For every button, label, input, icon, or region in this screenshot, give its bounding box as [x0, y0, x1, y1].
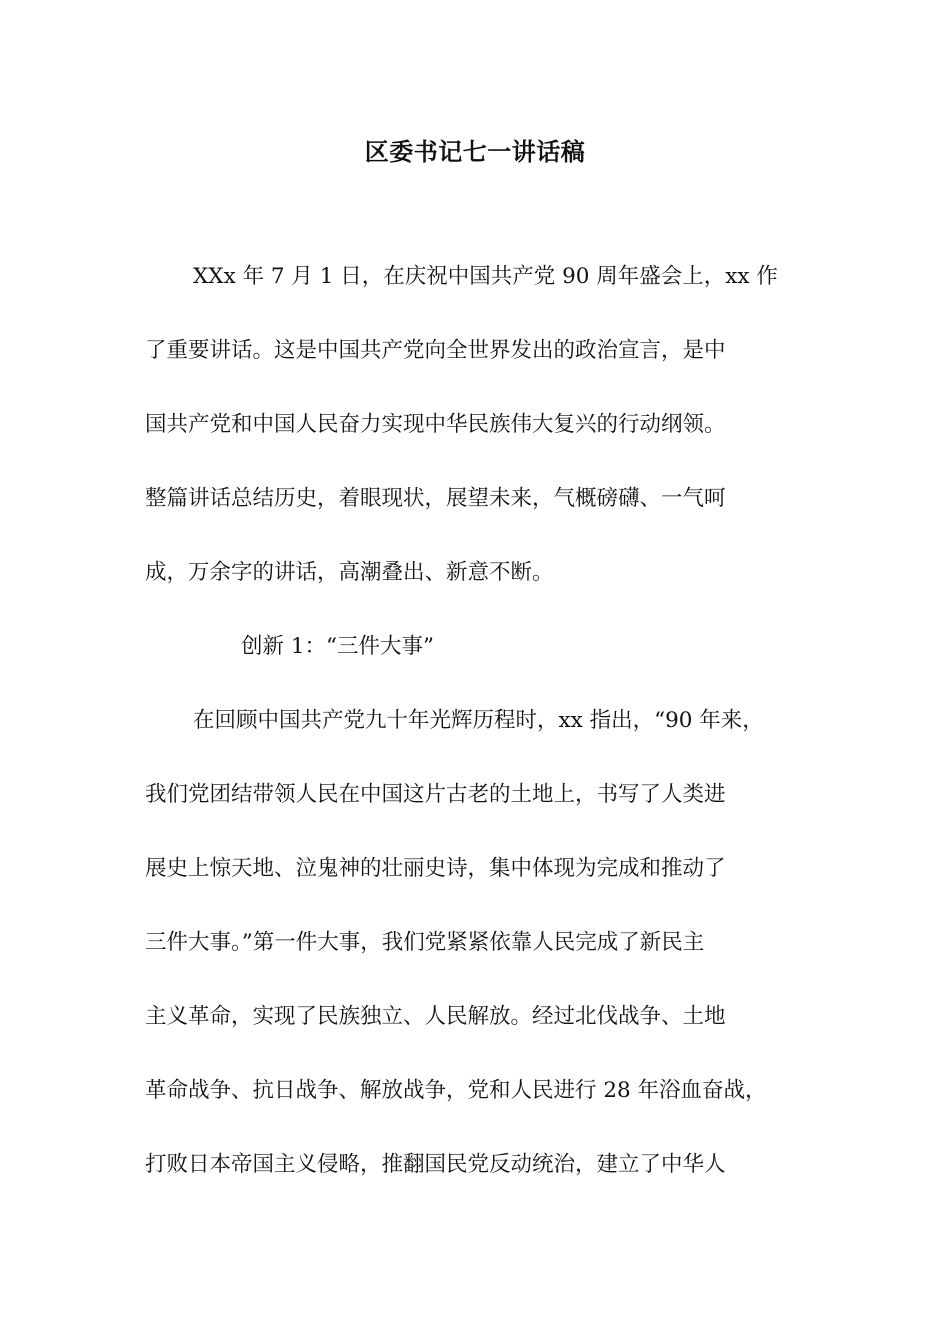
paragraph-line: 成，万余字的讲话，高潮叠出、新意不断。 [145, 560, 554, 585]
paragraph-line: XXx 年 7 月 1 日，在庆祝中国共产党 90 周年盛会上，xx 作 [193, 264, 778, 289]
paragraph-line: 展史上惊天地、泣鬼神的壮丽史诗，集中体现为完成和推动了 [145, 856, 726, 881]
paragraph-line: 整篇讲话总结历史，着眼现状，展望未来，气概磅礴、一气呵 [145, 486, 726, 511]
paragraph-line: 主义革命，实现了民族独立、人民解放。经过北伐战争、土地 [145, 1004, 726, 1029]
paragraph-line: 三件大事。”第一件大事，我们党紧紧依靠人民完成了新民主 [145, 930, 705, 955]
paragraph-line: 在回顾中国共产党九十年光辉历程时，xx 指出，“90 年来， [193, 708, 764, 733]
paragraph-line: 国共产党和中国人民奋力实现中华民族伟大复兴的行动纲领。 [145, 412, 726, 437]
paragraph-line: 打败日本帝国主义侵略，推翻国民党反动统治，建立了中华人 [145, 1152, 726, 1177]
paragraph-line: 革命战争、抗日战争、解放战争，党和人民进行 28 年浴血奋战， [145, 1078, 767, 1103]
paragraph-line: 了重要讲话。这是中国共产党向全世界发出的政治宣言，是中 [145, 338, 726, 363]
document-title: 区委书记七一讲话稿 [364, 137, 586, 166]
paragraph-line: 我们党团结带领人民在中国这片古老的土地上，书写了人类进 [145, 782, 726, 807]
section-heading: 创新 1：“三件大事” [241, 634, 434, 659]
